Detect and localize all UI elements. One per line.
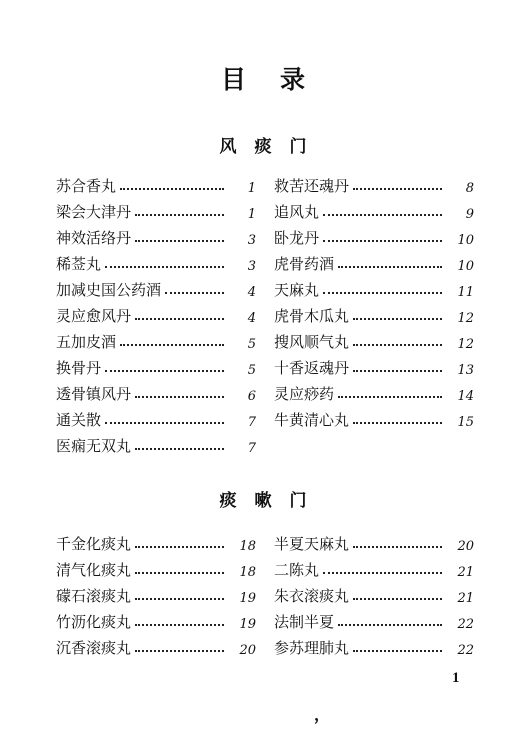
entry-name: 搜风顺气丸 <box>274 333 350 351</box>
entry-name: 苏合香丸 <box>56 177 117 195</box>
dot-leader <box>323 292 442 294</box>
entry-name: 神效活络丹 <box>56 229 132 247</box>
toc-entry[interactable] <box>274 632 474 658</box>
page-title: 目录 <box>220 65 339 94</box>
entry-name: 救苦还魂丹 <box>274 177 350 195</box>
toc-entry[interactable] <box>56 352 256 378</box>
toc-entry[interactable] <box>274 606 474 632</box>
dot-leader <box>353 370 442 372</box>
dot-leader <box>135 214 224 216</box>
toc-entry[interactable] <box>274 326 474 352</box>
entry-name: 灵应愈风丹 <box>56 307 132 325</box>
dot-leader <box>105 422 224 424</box>
toc-entry[interactable] <box>56 222 256 248</box>
toc-entry[interactable] <box>56 404 256 430</box>
entry-name: 追风丸 <box>274 203 320 221</box>
toc-column-left <box>56 528 256 658</box>
entry-name: 卧龙丹 <box>274 229 320 247</box>
entry-name: 朱衣滚痰丸 <box>274 587 350 605</box>
toc-entry[interactable] <box>274 580 474 606</box>
toc-entry[interactable] <box>56 378 256 404</box>
dot-leader <box>338 624 442 626</box>
dot-leader <box>338 266 442 268</box>
toc-entry[interactable] <box>56 300 256 326</box>
entry-name: 虎骨木瓜丸 <box>274 307 350 325</box>
toc-entry[interactable] <box>274 378 474 404</box>
entry-name: 灵应痧药 <box>274 385 335 403</box>
entry-name: 医痫无双丸 <box>56 437 132 455</box>
section-heading-tan-sou: 痰嗽门 <box>219 491 325 511</box>
toc-column-left <box>56 170 256 456</box>
entry-name: 法制半夏 <box>274 613 335 631</box>
entry-name: 五加皮酒 <box>56 333 117 351</box>
dot-leader <box>353 650 442 652</box>
entry-page-number: 19 <box>239 591 256 606</box>
entry-name: 参苏理肺丸 <box>274 639 350 657</box>
dot-leader <box>135 240 224 242</box>
entry-page-number: 18 <box>239 539 256 554</box>
dot-leader <box>353 188 442 190</box>
entry-name: 礞石滚痰丸 <box>56 587 132 605</box>
dot-leader <box>135 624 224 626</box>
entry-page-number: 8 <box>465 181 474 196</box>
entry-page-number: 20 <box>457 539 474 554</box>
section-heading-feng-tan: 风痰门 <box>219 137 325 157</box>
toc-column-right <box>274 170 474 430</box>
entry-page-number: 21 <box>457 591 474 606</box>
entry-name: 竹沥化痰丸 <box>56 613 132 631</box>
entry-page-number: 15 <box>457 415 474 430</box>
dot-leader <box>135 448 224 450</box>
dot-leader <box>353 422 442 424</box>
dot-leader <box>135 598 224 600</box>
dot-leader <box>338 396 442 398</box>
entry-name: 二陈丸 <box>274 561 320 579</box>
entry-page-number: 21 <box>457 565 474 580</box>
toc-entry[interactable] <box>274 196 474 222</box>
dot-leader <box>353 546 442 548</box>
toc-entry[interactable] <box>56 528 256 554</box>
toc-entry[interactable] <box>274 248 474 274</box>
entry-name: 稀莶丸 <box>56 255 102 273</box>
dot-leader <box>135 318 224 320</box>
entry-page-number: 3 <box>247 233 256 248</box>
toc-entry[interactable] <box>56 248 256 274</box>
toc-entry[interactable] <box>274 274 474 300</box>
dot-leader <box>105 370 224 372</box>
entry-page-number: 12 <box>457 337 474 352</box>
entry-name: 沉香滚痰丸 <box>56 639 132 657</box>
toc-entry[interactable] <box>56 274 256 300</box>
entry-page-number: 10 <box>457 259 474 274</box>
dot-leader <box>135 396 224 398</box>
entry-page-number: 7 <box>247 415 256 430</box>
toc-entry[interactable] <box>56 554 256 580</box>
dot-leader <box>135 572 224 574</box>
dot-leader <box>135 546 224 548</box>
entry-page-number: 1 <box>247 207 256 222</box>
entry-page-number: 13 <box>457 363 474 378</box>
toc-entry[interactable] <box>56 606 256 632</box>
entry-page-number: 9 <box>465 207 474 222</box>
toc-entry[interactable] <box>56 196 256 222</box>
entry-name: 十香返魂丹 <box>274 359 350 377</box>
entry-page-number: 4 <box>247 311 256 326</box>
entry-name: 牛黄清心丸 <box>274 411 350 429</box>
dot-leader <box>323 214 442 216</box>
dot-leader <box>165 292 224 294</box>
toc-entry[interactable] <box>274 300 474 326</box>
entry-page-number: 22 <box>457 643 474 658</box>
entry-name: 虎骨药酒 <box>274 255 335 273</box>
dot-leader <box>135 650 224 652</box>
dot-leader <box>120 188 224 190</box>
entry-page-number: 4 <box>247 285 256 300</box>
toc-entry[interactable] <box>56 580 256 606</box>
page-number: 1 <box>452 670 460 686</box>
entry-page-number: 12 <box>457 311 474 326</box>
entry-name: 梁会大津丹 <box>56 203 132 221</box>
entry-name: 换骨丹 <box>56 359 102 377</box>
entry-name: 加减史国公药酒 <box>56 281 162 299</box>
toc-entry[interactable] <box>274 222 474 248</box>
toc-entry[interactable] <box>274 170 474 196</box>
toc-entry[interactable] <box>274 404 474 430</box>
entry-page-number: 5 <box>247 337 256 352</box>
entry-page-number: 7 <box>247 441 256 456</box>
toc-entry[interactable] <box>56 326 256 352</box>
toc-entry[interactable] <box>274 352 474 378</box>
entry-page-number: 3 <box>247 259 256 274</box>
entry-name: 通关散 <box>56 411 102 429</box>
dot-leader <box>105 266 224 268</box>
dot-leader <box>353 344 442 346</box>
toc-column-right <box>274 528 474 658</box>
entry-name: 千金化痰丸 <box>56 535 132 553</box>
dot-leader <box>323 240 442 242</box>
entry-page-number: 14 <box>457 389 474 404</box>
dot-leader <box>353 598 442 600</box>
entry-name: 透骨镇风丹 <box>56 385 132 403</box>
entry-name: 半夏天麻丸 <box>274 535 350 553</box>
dot-leader <box>353 318 442 320</box>
entry-name: 清气化痰丸 <box>56 561 132 579</box>
toc-entry[interactable] <box>274 528 474 554</box>
entry-page-number: 10 <box>457 233 474 248</box>
entry-page-number: 6 <box>247 389 256 404</box>
toc-entry[interactable] <box>56 430 256 456</box>
entry-page-number: 1 <box>247 181 256 196</box>
toc-entry[interactable] <box>56 170 256 196</box>
dot-leader <box>323 572 442 574</box>
toc-entry[interactable] <box>274 554 474 580</box>
dot-leader <box>120 344 224 346</box>
entry-page-number: 5 <box>247 363 256 378</box>
entry-page-number: 11 <box>457 285 474 300</box>
entry-page-number: 19 <box>239 617 256 632</box>
toc-entry[interactable] <box>56 632 256 658</box>
entry-page-number: 22 <box>457 617 474 632</box>
stray-mark: ， <box>314 705 331 724</box>
entry-page-number: 18 <box>239 565 256 580</box>
entry-name: 天麻丸 <box>274 281 320 299</box>
entry-page-number: 20 <box>239 643 256 658</box>
